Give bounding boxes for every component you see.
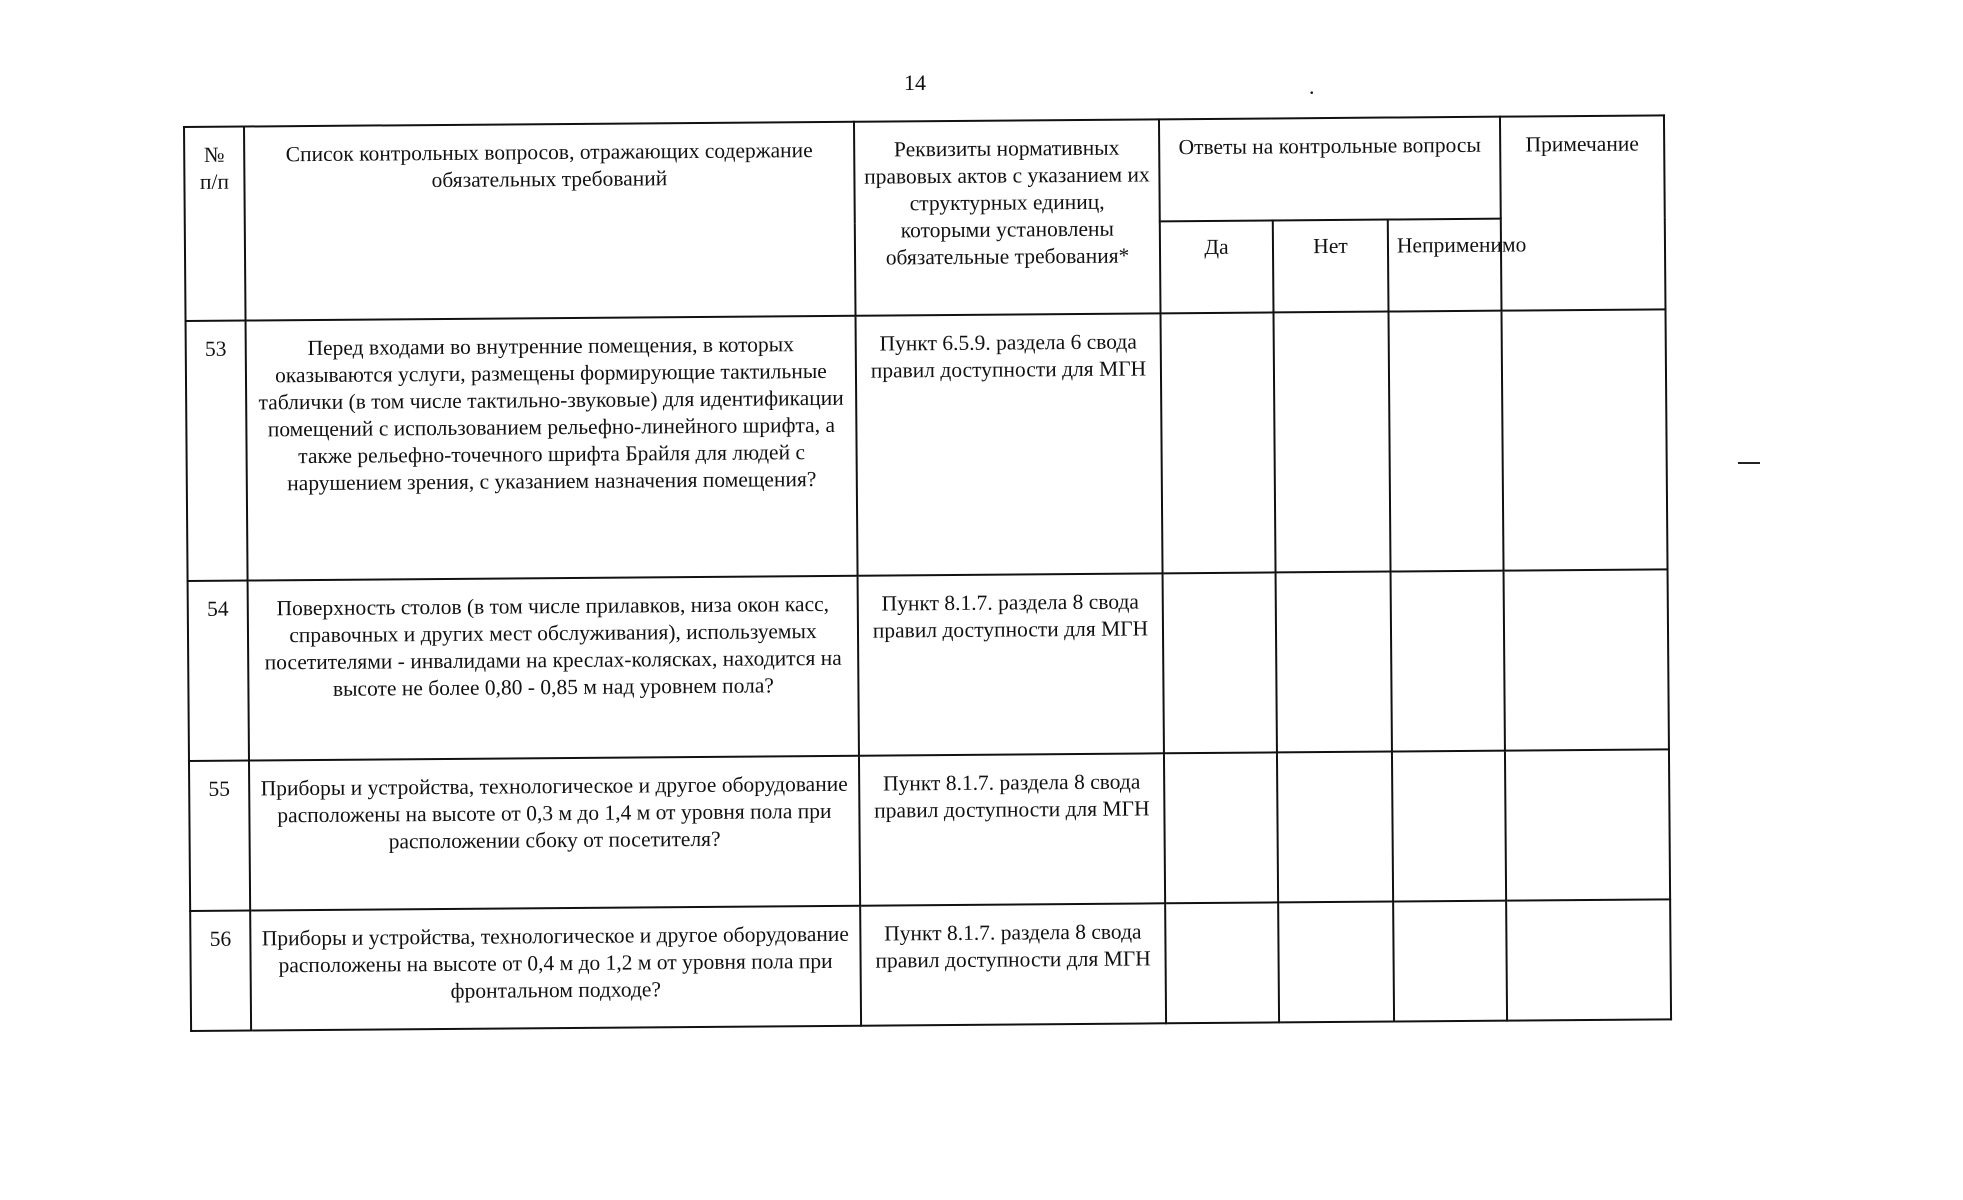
row-reference: Пункт 8.1.7. раздела 8 свода правил доступности для МГН xyxy=(858,573,1164,755)
table-row xyxy=(188,569,1669,761)
row-question-text: Приборы и устройства, технологическое и другое оборудование расположены на высоте от 0,3 м до 1,4 м от уровня пола при расположении сбоку от посетителя? xyxy=(260,771,848,854)
row-number: 55 xyxy=(189,761,250,911)
answer-no-cell[interactable] xyxy=(1273,312,1390,573)
row-reference: Пункт 6.5.9. раздела 6 свода правил доступности для МГН xyxy=(856,313,1163,575)
checklist-table xyxy=(183,114,1672,1032)
answer-not-applicable-cell[interactable] xyxy=(1388,311,1503,572)
row-question-text: Перед входами во внутренние помещения, в которых оказываются услуги, размещены формирующие тактильные таблички (в том числе тактильно-звуковые) для идентификации помещений с использованием рельефно-линейного шрифта, а также рельефно-точечного шрифта Брайля для людей с нарушением зрения, с указанием назначения помещения? xyxy=(258,332,844,496)
header-legal-refs xyxy=(854,119,1161,315)
row-question-text: Поверхность столов (в том числе прилавков, низа окон касс, справочных и других мест обслуживания), используемых посетителями - инвалидами на креслах-колясках, находится на высоте не более 0,80 - 0,85 м над уровнем пола? xyxy=(264,591,842,701)
answer-no-cell[interactable] xyxy=(1278,902,1394,1023)
header-not-applicable: Неприменимо xyxy=(1388,219,1502,312)
answer-yes-cell[interactable] xyxy=(1165,902,1279,1023)
table-row xyxy=(190,899,1671,1031)
row-question xyxy=(250,906,861,1031)
header-note: Примечание xyxy=(1500,115,1666,310)
row-question xyxy=(249,756,860,911)
row-question xyxy=(246,316,858,581)
header-no: Нет xyxy=(1273,220,1389,313)
page-number: 14 xyxy=(904,70,926,95)
note-cell[interactable] xyxy=(1506,899,1671,1020)
answer-yes-cell[interactable] xyxy=(1161,312,1276,573)
row-number: 53 xyxy=(186,321,248,581)
header-questions: Список контрольных вопросов, отражающих содержание обязательных требований xyxy=(244,122,856,321)
note-cell[interactable] xyxy=(1505,749,1670,900)
answer-yes-cell[interactable] xyxy=(1164,752,1278,903)
answer-yes-cell[interactable] xyxy=(1163,572,1277,753)
note-cell[interactable] xyxy=(1502,309,1668,570)
row-reference: Пункт 8.1.7. раздела 8 свода правил доступности для МГН xyxy=(860,903,1166,1025)
header-legal-refs-text: Реквизиты нормативных правовых актов с указанием их структурных единиц, которыми установлены обязательные требования* xyxy=(864,135,1150,270)
answer-no-cell[interactable] xyxy=(1277,752,1393,903)
row-number: 54 xyxy=(188,581,249,761)
answer-not-applicable-cell[interactable] xyxy=(1391,571,1505,752)
answer-not-applicable-cell[interactable] xyxy=(1393,901,1507,1022)
table-row xyxy=(186,309,1668,581)
table-row xyxy=(189,749,1670,911)
header-yes: Да xyxy=(1160,220,1274,313)
answer-no-cell[interactable] xyxy=(1276,572,1392,753)
note-cell[interactable] xyxy=(1504,569,1669,750)
row-reference: Пункт 8.1.7. раздела 8 свода правил доступности для МГН xyxy=(859,753,1165,905)
row-question xyxy=(248,576,859,761)
answer-not-applicable-cell[interactable] xyxy=(1392,751,1506,902)
row-number: 56 xyxy=(190,910,251,1030)
header-answers: Ответы на контрольные вопросы xyxy=(1159,117,1501,222)
header-num: № п/п xyxy=(184,127,246,321)
stray-mark: . xyxy=(1309,74,1315,99)
header-row-top xyxy=(184,115,1665,229)
row-question-text: Приборы и устройства, технологическое и другое оборудование расположены на высоте от 0,4 м до 1,2 м от уровня пола при фронтальном подходе? xyxy=(261,921,850,1003)
margin-dash xyxy=(1738,462,1760,464)
